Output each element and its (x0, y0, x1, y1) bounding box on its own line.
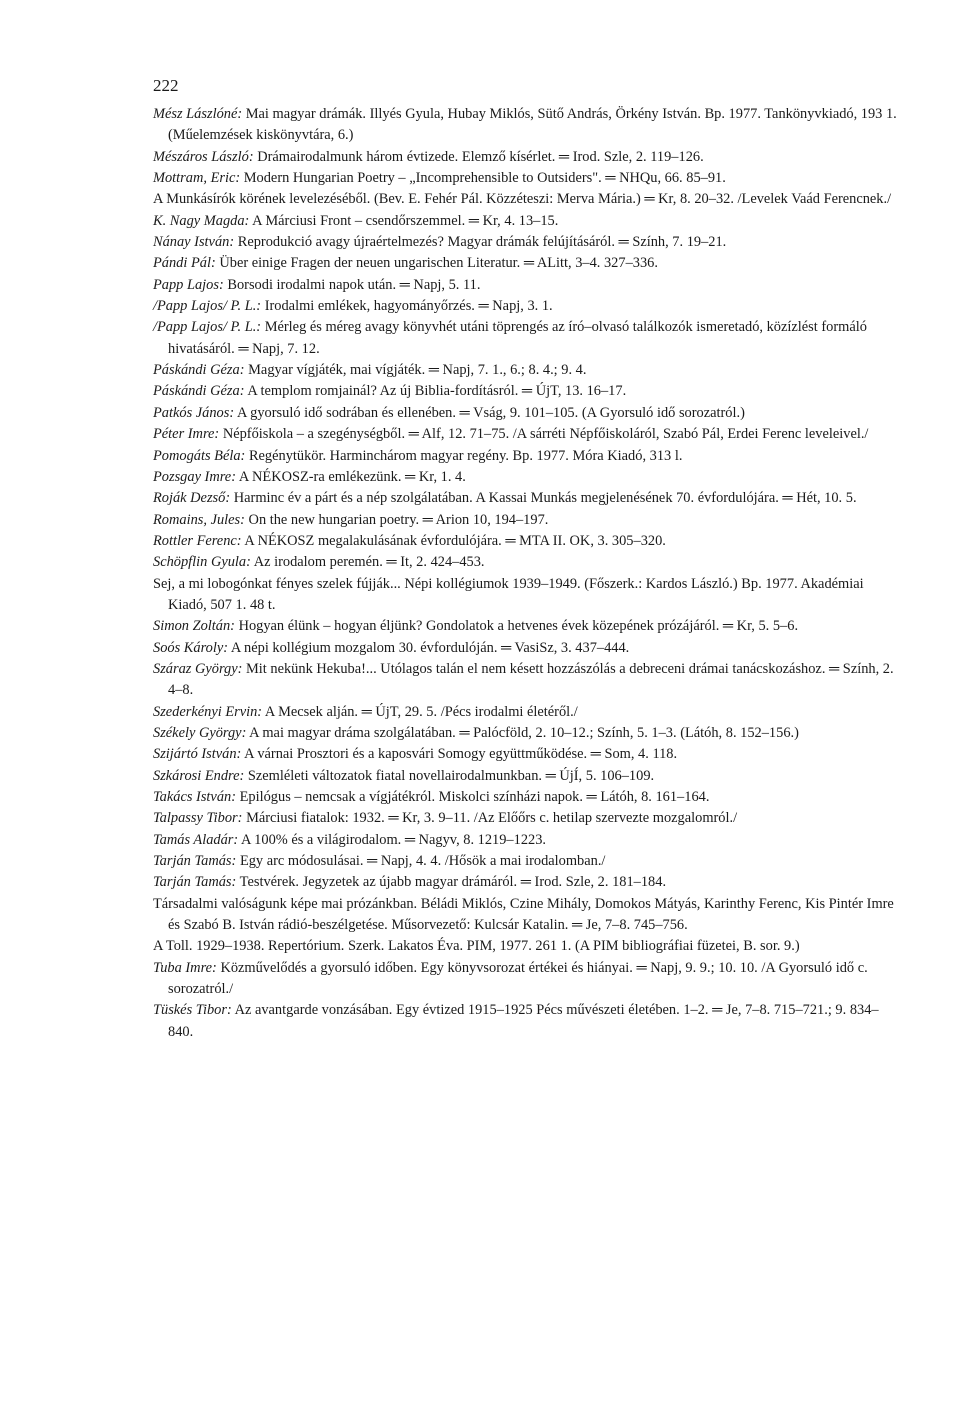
bibliography-entry (153, 488, 901, 509)
bibliography-entry (153, 958, 901, 1001)
entry-author: Schöpflin Gyula: (153, 554, 251, 571)
bibliography-entry (153, 211, 901, 232)
entry-text: Sej, a mi lobogónkat fényes szelek fújják... Népi kollégiumok 1939–1949. (Főszerk.: Kardos László.) Bp. 1977. Akadémiai Kiadó, 507 1. 48 t. (153, 575, 864, 613)
entry-text: A gyorsuló idő sodrában és ellenében. ═ Vság, 9. 101–105. (A Gyorsuló idő sorozatról.) (236, 404, 745, 421)
entry-text: Testvérek. Jegyzetek az újabb magyar drámáról. ═ Irod. Szle, 2. 181–184. (239, 874, 667, 891)
entry-author: Talpassy Tibor: (153, 810, 243, 827)
bibliography-entry (153, 189, 901, 210)
bibliography-entry (153, 616, 901, 637)
entry-text: Szemléleti változatok fiatal novellairodalmunkban. ═ ÚjÍ, 5. 106–109. (247, 767, 655, 784)
entry-author: K. Nagy Magda: (153, 212, 250, 229)
entry-text: Márciusi fiatalok: 1932. ═ Kr, 3. 9–11. /Az Előőrs c. hetilap szervezte mozgalomról./ (246, 810, 738, 827)
bibliography-entry (153, 574, 901, 617)
entry-author: Soós Károly: (153, 639, 229, 656)
entry-author: Tarján Tamás: (153, 874, 237, 891)
entry-text: A népi kollégium mozgalom 30. évfordulóján. ═ VasiSz, 3. 437–444. (230, 639, 630, 656)
entry-text: A 100% és a világirodalom. ═ Nagyv, 8. 1219–1223. (240, 831, 547, 848)
entry-text: Modern Hungarian Poetry – „Incomprehensible to Outsiders". ═ NHQu, 66. 85–91. (243, 170, 726, 187)
bibliography-entry (153, 253, 901, 274)
bibliography-entry (153, 894, 901, 937)
entry-author: Péter Imre: (153, 426, 220, 443)
bibliography-entry (153, 467, 901, 488)
entry-author: Páskándi Géza: (153, 362, 245, 379)
bibliography-list (153, 104, 901, 1043)
entry-author: /Papp Lajos/ P. L.: (153, 298, 262, 315)
entry-text: Regénytükör. Harminchárom magyar regény. Bp. 1977. Móra Kiadó, 313 l. (248, 447, 683, 464)
entry-text: Hogyan élünk – hogyan éljünk? Gondolatok a hetvenes évek közepének prózájáról. ═ Kr, 5. 5–6. (238, 618, 799, 635)
entry-author: /Papp Lajos/ P. L.: (153, 319, 262, 336)
entry-text: Egy arc módosulásai. ═ Napj, 4. 4. /Hősök a mai irodalomban./ (239, 853, 606, 870)
entry-text: Mai magyar drámák. Illyés Gyula, Hubay Miklós, Sütő András, Örkény István. Bp. 1977. Tankönyvkiadó, 193 1. (Műelemzések kiskönyvtára, 6.) (168, 106, 897, 144)
entry-author: Tuba Imre: (153, 959, 217, 976)
bibliography-entry (153, 638, 901, 659)
bibliography-entry (153, 403, 901, 424)
bibliography-entry (153, 723, 901, 744)
bibliography-entry (153, 104, 901, 147)
page-number: 222 (153, 76, 179, 95)
entry-author: Szkárosi Endre: (153, 767, 245, 784)
entry-text: Reprodukció avagy újraértelmezés? Magyar drámák felújításáról. ═ Szính, 7. 19–21. (237, 234, 727, 251)
entry-text: Az avantgarde vonzásában. Egy évtized 1915–1925 Pécs művészeti életében. 1–2. ═ Je, 7–8. 715–721.; 9. 834–840. (168, 1002, 879, 1040)
bibliography-entry (153, 787, 901, 808)
bibliography-entry (153, 147, 901, 168)
entry-author: Rottler Ferenc: (153, 532, 242, 549)
bibliography-entry (153, 808, 901, 829)
entry-text: Irodalmi emlékek, hagyományőrzés. ═ Napj, 3. 1. (264, 298, 553, 315)
entry-author: Tüskés Tibor: (153, 1002, 232, 1019)
bibliography-entry (153, 702, 901, 723)
entry-author: Pozsgay Imre: (153, 468, 236, 485)
entry-text: Népfőiskola – a szegénységből. ═ Alf, 12. 71–75. /A sárréti Népfőiskoláról, Szabó Pál, Erdei Ferenc leveleivel./ (222, 426, 869, 443)
entry-text: Harminc év a párt és a nép szolgálatában. A Kassai Munkás megjelenésének 70. évfordulójára. ═ Hét, 10. 5. (233, 490, 857, 507)
entry-author: Patkós János: (153, 404, 235, 421)
entry-text: Az irodalom peremén. ═ It, 2. 424–453. (253, 554, 485, 571)
entry-text: Borsodi irodalmi napok után. ═ Napj, 5. 11. (227, 276, 481, 293)
entry-author: Simon Zoltán: (153, 618, 235, 635)
entry-text: A Mecsek alján. ═ ÚjT, 29. 5. /Pécs irodalmi életéről./ (264, 703, 578, 720)
entry-text: A várnai Prosztori és a kaposvári Somogy együttműködése. ═ Som, 4. 118. (244, 746, 678, 763)
bibliography-entry (153, 510, 901, 531)
entry-text: Mérleg és méreg avagy könyvhét utáni töprengés az író–olvasó találkozók ismeretadó, közízlést formáló hivatásáról. ═ Napj, 7. 12. (168, 319, 867, 357)
entry-author: Mészáros László: (153, 148, 254, 165)
entry-text: Társadalmi valóságunk képe mai prózánkban. Béládi Miklós, Czine Mihály, Domokos Mátyás, Karinthy Ferenc, Kis Pintér Imre és Szabó B. István rádió-beszélgetése. Műsorvezető: Kulcsár Katalin. ═ Je, 7–8. 745–756. (153, 895, 894, 934)
bibliography-entry (153, 360, 901, 381)
bibliography-entry (153, 168, 901, 189)
entry-author: Pomogáts Béla: (153, 447, 246, 464)
bibliography-entry (153, 296, 901, 317)
bibliography-entry (153, 531, 901, 552)
entry-author: Tarján Tamás: (153, 853, 237, 870)
bibliography-entry (153, 552, 901, 573)
entry-text: A NÉKOSZ-ra emlékezünk. ═ Kr, 1. 4. (238, 468, 466, 485)
bibliography-entry (153, 381, 901, 402)
entry-text: Drámairodalmunk három évtizede. Elemző kísérlet. ═ Irod. Szle, 2. 119–126. (257, 148, 704, 165)
bibliography-entry (153, 275, 901, 296)
entry-text: Magyar vígjáték, mai vígjáték. ═ Napj, 7. 1., 6.; 8. 4.; 9. 4. (248, 362, 587, 379)
entry-text: Über einige Fragen der neuen ungarischen Literatur. ═ ALitt, 3–4. 327–336. (219, 255, 658, 272)
entry-author: Nánay István: (153, 234, 235, 251)
entry-text: A templom romjainál? Az új Biblia-fordításról. ═ ÚjT, 13. 16–17. (247, 383, 627, 400)
bibliography-entry (153, 232, 901, 253)
bibliography-entry (153, 872, 901, 893)
entry-author: Száraz György: (153, 660, 243, 677)
entry-author: Szijártó István: (153, 746, 242, 763)
entry-text: Epilógus – nemcsak a vígjátékról. Miskolci színházi napok. ═ Látóh, 8. 161–164. (239, 789, 710, 805)
entry-text: A Munkásírók körének levelezéséből. (Bev. E. Fehér Pál. Közzéteszi: Merva Mária.) ═ Kr, 8. 20–32. /Levelek Vaád Ferencnek./ (153, 191, 892, 208)
entry-text: Mit nekünk Hekuba!... Utólagos talán el nem késett hozzászólás a debreceni drámai tanácskozáshoz. ═ Szính, 2. 4–8. (168, 660, 894, 699)
bibliography-entry (153, 766, 901, 787)
entry-text: A NÉKOSZ megalakulásának évfordulójára. ═ MTA II. OK, 3. 305–320. (244, 532, 666, 549)
entry-author: Pándi Pál: (153, 255, 216, 272)
entry-text: Közművelődés a gyorsuló időben. Egy könyvsorozat értékei és hiányai. ═ Napj, 9. 9.; 10. 10. /A Gyorsuló idő c. sorozatról./ (168, 959, 868, 998)
bibliography-entry (153, 936, 901, 957)
bibliography-entry (153, 1000, 901, 1043)
entry-text: A mai magyar dráma szolgálatában. ═ Palócföld, 2. 10–12.; Szính, 5. 1–3. (Látóh, 8. 152–156.) (249, 724, 799, 741)
entry-author: Takács István: (153, 789, 237, 805)
entry-text: A Toll. 1929–1938. Repertórium. Szerk. Lakatos Éva. PIM, 1977. 261 1. (A PIM bibliográfiai füzetei, B. sor. 9.) (153, 938, 800, 955)
entry-author: Székely György: (153, 724, 247, 741)
entry-author: Szederkényi Ervin: (153, 703, 263, 720)
entry-author: Páskándi Géza: (153, 383, 245, 400)
bibliography-entry (153, 659, 901, 702)
entry-author: Papp Lajos: (153, 276, 224, 293)
entry-author: Mottram, Eric: (153, 170, 241, 187)
entry-text: On the new hungarian poetry. ═ Arion 10, 194–197. (248, 511, 549, 528)
entry-author: Mész Lászlóné: (153, 106, 243, 122)
bibliography-entry (153, 830, 901, 851)
bibliography-entry (153, 317, 901, 360)
bibliography-entry (153, 446, 901, 467)
bibliography-entry (153, 424, 901, 445)
entry-author: Roják Dezső: (153, 490, 231, 507)
entry-text: A Márciusi Front – csendőrszemmel. ═ Kr, 4. 13–15. (252, 212, 559, 229)
entry-author: Tamás Aladár: (153, 831, 239, 848)
bibliography-entry (153, 851, 901, 872)
bibliography-entry (153, 744, 901, 765)
entry-author: Romains, Jules: (153, 511, 245, 528)
